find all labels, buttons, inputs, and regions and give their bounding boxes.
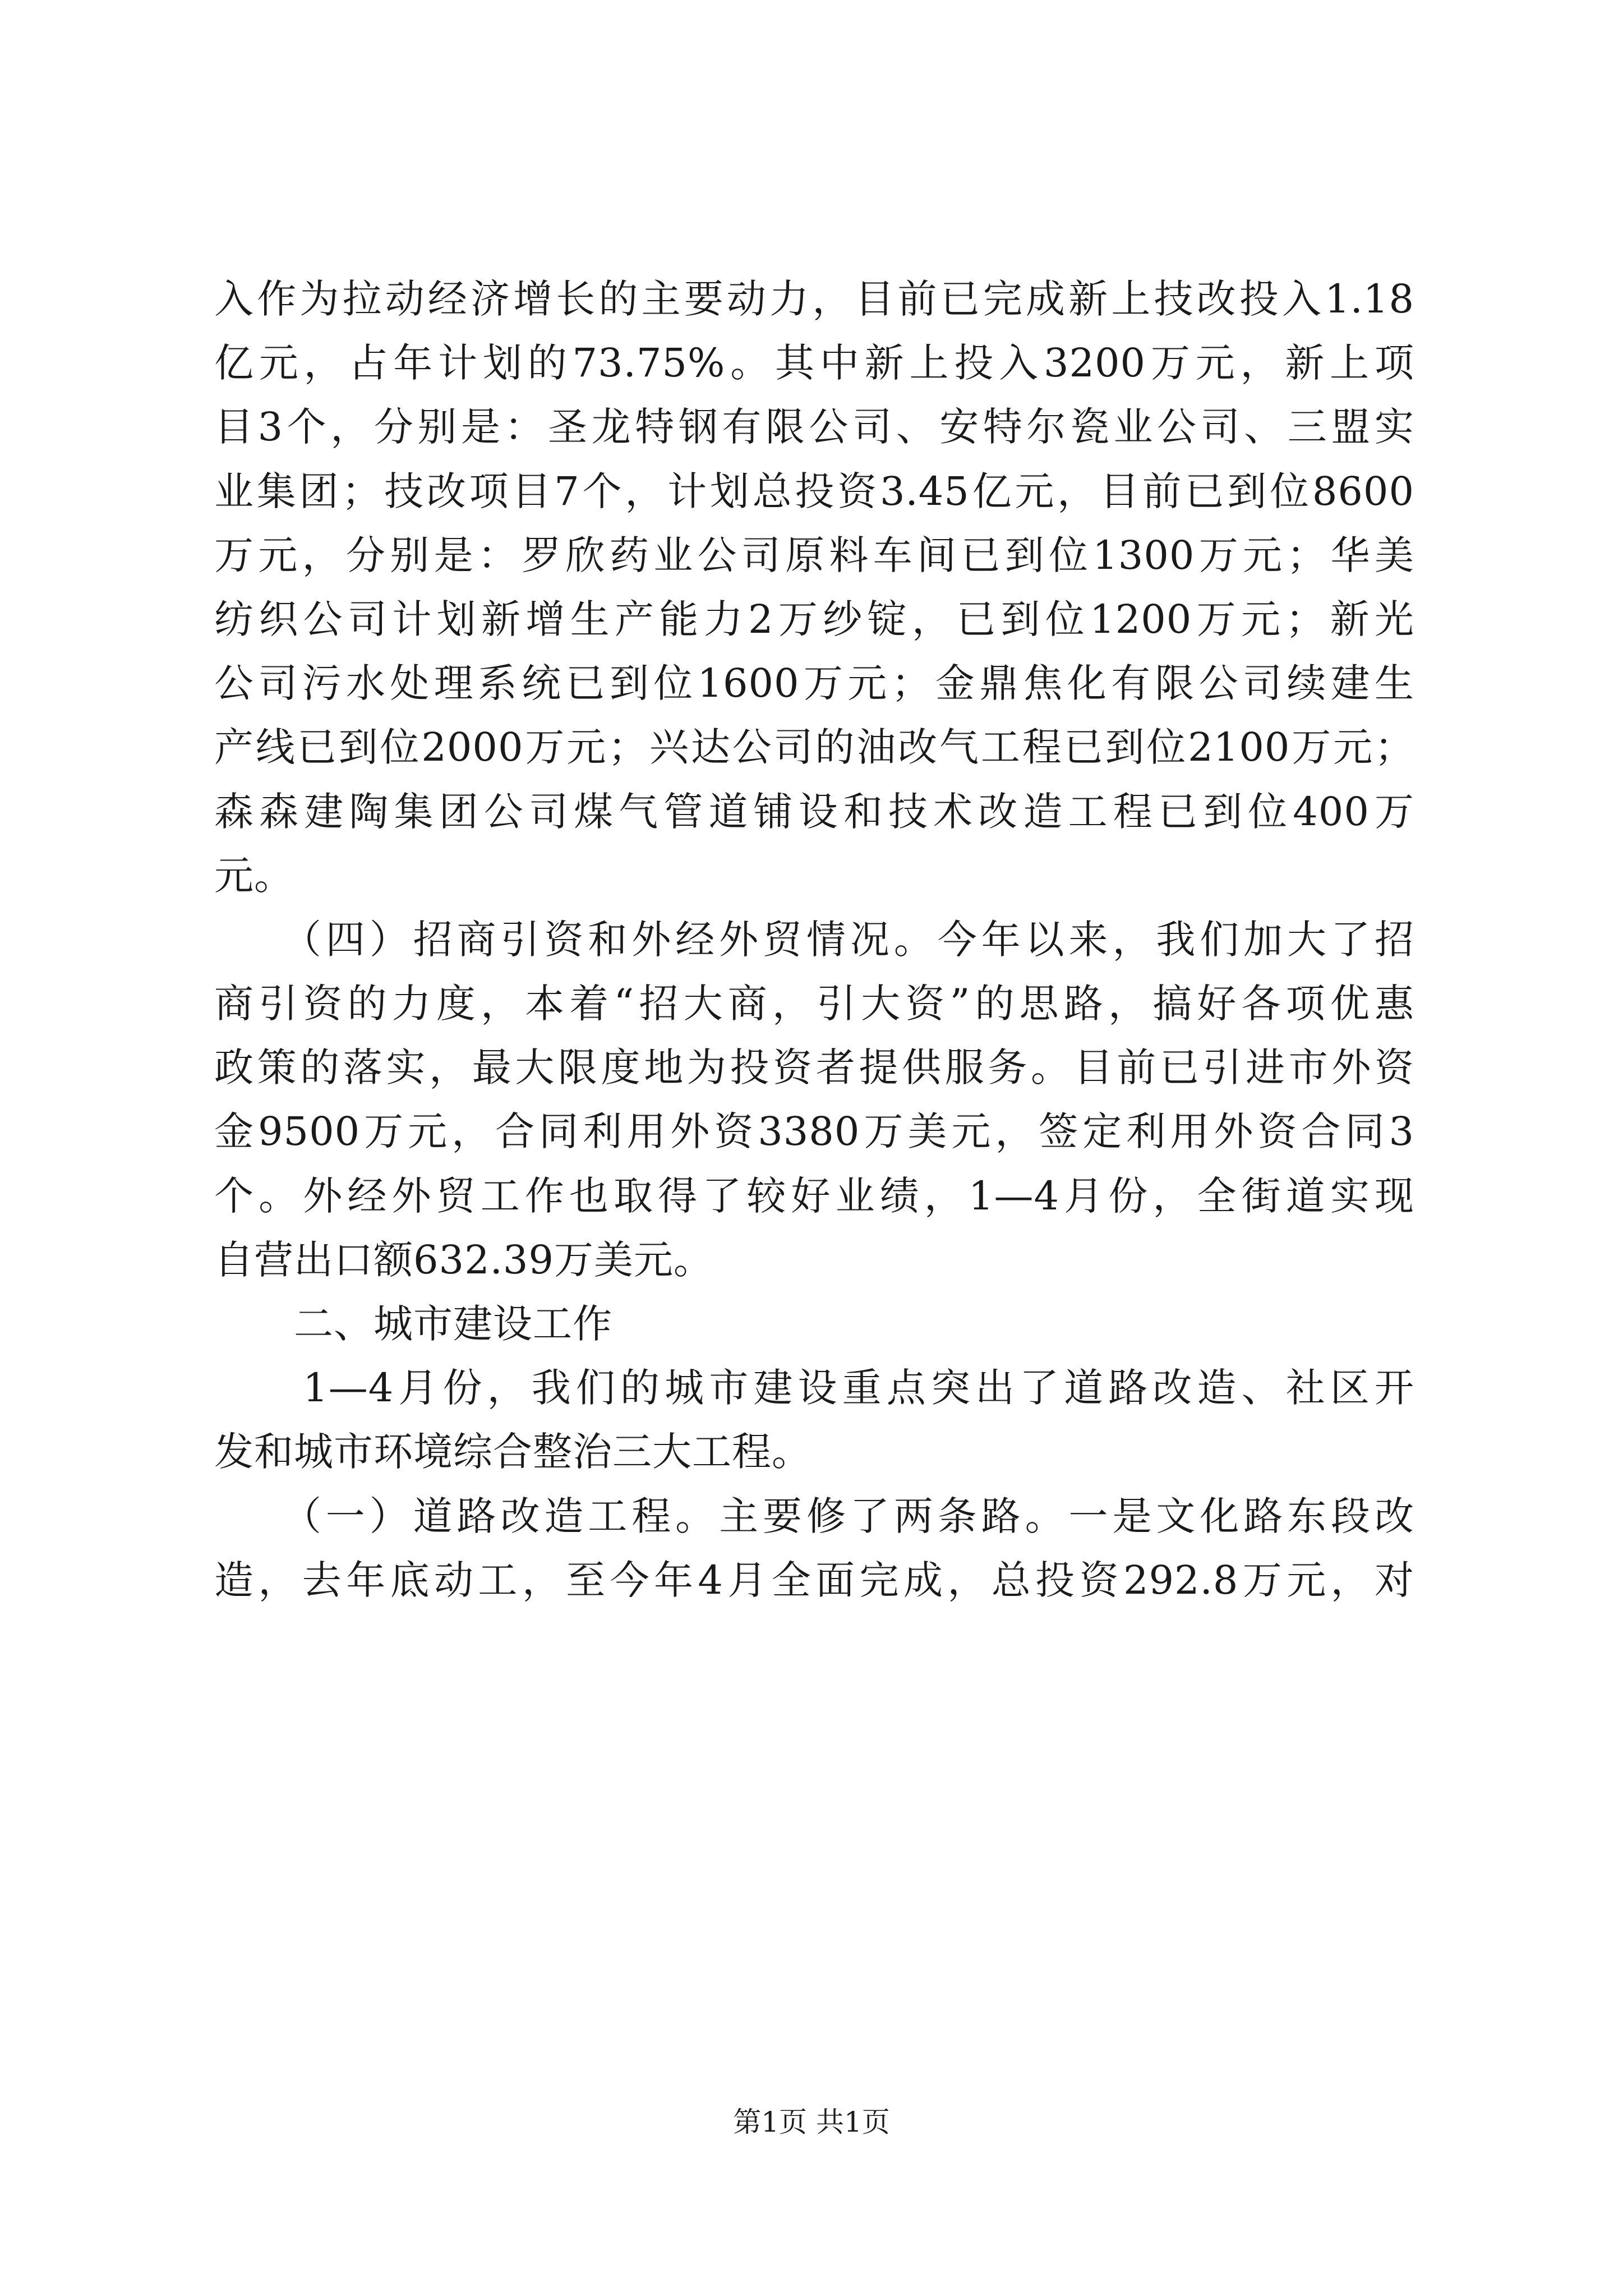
document-line: 自营出口额632.39万美元。: [214, 1236, 713, 1283]
document-line: 万元，分别是：罗欣药业公司原料车间已到位1300万元；华美: [214, 532, 1414, 578]
document-line: 公司污水处理系统已到位1600万元；金鼎焦化有限公司续建生: [214, 660, 1414, 707]
document-line: （一）道路改造工程。主要修了两条路。一是文化路东段改: [214, 1493, 1414, 1539]
document-line: 1—4月份，我们的城市建设重点突出了道路改造、社区开: [214, 1365, 1414, 1411]
document-line: 发和城市环境综合整治三大工程。: [214, 1429, 811, 1475]
document-line: 森森建陶集团公司煤气管道铺设和技术改造工程已到位400万: [214, 788, 1414, 835]
document-body: [214, 267, 1414, 1612]
document-line: 业集团；技改项目7个，计划总投资3.45亿元，目前已到位8600: [214, 468, 1414, 514]
document-line: 产线已到位2000万元；兴达公司的油改气工程已到位2100万元；: [214, 724, 1414, 771]
document-line: 入作为拉动经济增长的主要动力，目前已完成新上技改投入1.18: [214, 276, 1414, 322]
document-line: 纺织公司计划新增生产能力2万纱锭，已到位1200万元；新光: [214, 596, 1414, 642]
document-line: 目3个，分别是：圣龙特钢有限公司、安特尔瓷业公司、三盟实: [214, 404, 1414, 450]
document-line: 亿元，占年计划的73.75%。其中新上投入3200万元，新上项: [214, 340, 1414, 386]
document-line: 造，去年底动工，至今年4月全面完成，总投资292.8万元，对: [214, 1557, 1414, 1603]
document-line: 商引资的力度，本着“招大商，引大资”的思路，搞好各项优惠: [214, 981, 1414, 1027]
document-line: 政策的落实，最大限度地为投资者提供服务。目前已引进市外资: [214, 1045, 1414, 1091]
document-line: 金9500万元，合同利用外资3380万美元，签定利用外资合同3: [214, 1108, 1414, 1155]
document-line: （四）招商引资和外经外贸情况。今年以来，我们加大了招: [214, 916, 1414, 963]
document-line: 元。: [214, 852, 294, 899]
page-footer: 第1页 共1页: [733, 2106, 890, 2138]
document-line: 二、城市建设工作: [214, 1301, 612, 1347]
document-line: 个。外经外贸工作也取得了较好业绩，1—4月份，全街道实现: [214, 1172, 1414, 1219]
